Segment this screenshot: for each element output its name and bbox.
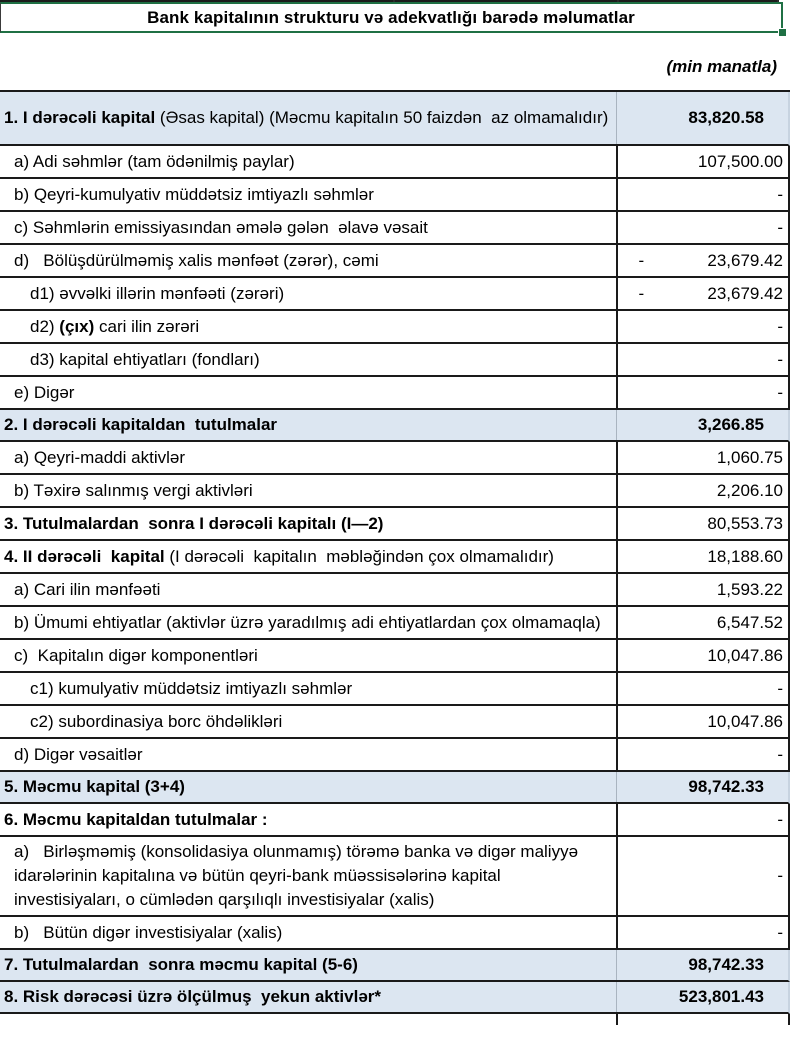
row-label-text: d3) kapital ehtiyatları (fondları) (30, 349, 260, 369)
row-value-cell[interactable] (616, 982, 788, 1012)
empty-dash: - (777, 316, 783, 336)
empty-dash: - (777, 349, 783, 369)
row-label-text: (Əsas kapital) (Məcmu kapitalın 50 faizdən az olmamalıdır) (155, 108, 609, 127)
row-label-cell[interactable] (0, 641, 616, 671)
row-label-text: a) Birləşməmiş (konsolidasiya olunmamış) törəmə banka və digər maliyyə idarələrinin kapitalına və bütün qeyri-bank müəssisələrinə kapital investisiyaları, o cümlədən qarşılıqlı investisiyalar (xalis) (14, 842, 583, 909)
row-value-cell[interactable] (616, 837, 788, 915)
row-label-text: c) Kapitalın digər komponentləri (14, 645, 258, 665)
row-label-cell[interactable] (0, 707, 616, 737)
row-label-cell[interactable] (0, 805, 616, 835)
row-label-text: 5. Məcmu kapital (3+4) (4, 777, 185, 796)
row-value-cell[interactable] (616, 442, 788, 473)
table-row (0, 607, 790, 640)
row-label-text: d1) əvvəlki illərin mənfəəti (zərəri) (30, 283, 285, 303)
row-label-cell[interactable] (0, 575, 616, 605)
row-label-cell[interactable] (0, 147, 616, 177)
report-title: Bank kapitalının strukturu və adekvatlığı barədə məlumatlar (147, 7, 635, 27)
row-label-cell[interactable] (0, 982, 616, 1012)
amount: 10,047.86 (707, 645, 783, 665)
row-label-cell[interactable] (0, 542, 616, 572)
row-label-cell[interactable] (0, 410, 616, 440)
row-label-cell[interactable] (0, 213, 616, 243)
row-label-text: 6. Məcmu kapitaldan tutulmalar : (4, 809, 268, 829)
row-label-cell[interactable] (0, 918, 616, 948)
amount: 18,188.60 (707, 546, 783, 566)
amount: 1,593.22 (716, 579, 783, 599)
row-label-cell[interactable] (0, 837, 616, 915)
row-label-text: d2) (30, 316, 60, 336)
table-row (0, 739, 790, 772)
empty-dash: - (777, 678, 783, 698)
row-label-cell[interactable] (0, 476, 616, 506)
row-value-cell[interactable] (616, 311, 788, 342)
row-label-text: b) Ümumi ehtiyatlar (aktivlər üzrə yaradılmış adi ehtiyatlardan çox olmamaqla) (14, 612, 601, 632)
table-row (0, 673, 790, 706)
row-value-cell[interactable] (616, 410, 788, 440)
row-label-cell[interactable] (0, 378, 616, 408)
table-row (0, 950, 790, 982)
row-value-cell[interactable] (616, 212, 788, 243)
table-row (0, 245, 790, 278)
row-label-text: d) Digər vəsaitlər (14, 744, 143, 764)
table-row (0, 442, 790, 475)
row-value-cell[interactable] (616, 1014, 788, 1025)
amount: 2,206.10 (716, 480, 783, 500)
table-row (0, 92, 790, 146)
row-label-cell[interactable] (0, 740, 616, 770)
row-label-text: c) Səhmlərin emissiyasından əmələ gələn əlavə vəsait (14, 217, 428, 237)
table-row (0, 179, 790, 212)
amount: 1,060.75 (716, 447, 783, 467)
row-value-cell[interactable] (616, 640, 788, 671)
row-label-cell[interactable] (0, 772, 616, 802)
row-label-text: 4. II dərəcəli kapital (4, 546, 170, 566)
table-row (0, 377, 790, 410)
row-label-text: e) Digər (14, 382, 75, 402)
row-label-text: a) Adi səhmlər (tam ödənilmiş paylar) (14, 151, 295, 171)
amount: 6,547.52 (716, 612, 783, 632)
amount: 23,679.42 (707, 283, 783, 303)
row-label-text: d) Bölüşdürülməmiş xalis mənfəət (zərər), cəmi (14, 250, 379, 270)
row-label-cell[interactable] (0, 312, 616, 342)
row-label-text: c2) subordinasiya borc öhdəlikləri (30, 711, 283, 731)
amount: 10,047.86 (707, 711, 783, 731)
table-row (0, 146, 790, 179)
row-value-cell[interactable] (616, 245, 788, 276)
row-label-text: 2. I dərəcəli kapitaldan tutulmalar (4, 415, 278, 434)
row-value-cell[interactable] (616, 146, 788, 177)
empty-dash: - (777, 866, 783, 885)
row-label-text: cari ilin zərəri (94, 316, 200, 336)
unit-note: (min manatla) (666, 57, 777, 76)
table-row (0, 917, 790, 950)
row-label-text: a) Qeyri-maddi aktivlər (14, 447, 185, 467)
table-row (0, 804, 790, 837)
row-label-text: 1. I dərəcəli kapital (4, 108, 156, 127)
amount: 83,820.58 (688, 108, 764, 127)
row-value-cell[interactable] (616, 377, 788, 408)
table-row (0, 640, 790, 673)
table-row (0, 772, 790, 804)
table-row (0, 410, 790, 442)
table-row (0, 982, 790, 1014)
table-row (0, 311, 790, 344)
table-row (0, 344, 790, 377)
table-row (0, 1014, 790, 1025)
row-label-text: b) Təxirə salınmış vergi aktivləri (14, 480, 253, 500)
table-row (0, 475, 790, 508)
amount: 98,742.33 (688, 777, 764, 796)
empty-dash: - (777, 382, 783, 402)
selection-fill-handle[interactable] (778, 28, 787, 37)
row-value-cell[interactable] (616, 179, 788, 210)
amount: 523,801.43 (678, 987, 764, 1006)
table-row (0, 574, 790, 607)
empty-dash: - (777, 184, 783, 204)
empty-dash: - (777, 744, 783, 764)
row-label-cell[interactable] (0, 180, 616, 210)
row-label-text: (çıx) (59, 316, 95, 336)
row-label-cell[interactable] (0, 674, 616, 704)
row-label-cell[interactable] (0, 279, 616, 309)
empty-dash: - (777, 809, 783, 829)
amount: 107,500.00 (697, 151, 783, 171)
row-value-cell[interactable] (616, 772, 788, 802)
row-value-cell[interactable] (616, 475, 788, 506)
row-label-cell[interactable] (0, 950, 616, 980)
amount: 23,679.42 (707, 250, 783, 270)
row-value-cell[interactable] (616, 344, 788, 375)
row-label-cell[interactable] (0, 443, 616, 473)
amount: 98,742.33 (688, 955, 764, 974)
negative-sign: - (638, 283, 645, 303)
table-row (0, 706, 790, 739)
row-label-text: 7. Tutulmalardan sonra məcmu kapital (5-6) (4, 955, 358, 974)
table-row (0, 541, 790, 574)
row-value-cell[interactable] (616, 574, 788, 605)
amount: 3,266.85 (697, 415, 764, 434)
row-label-text: 3. Tutulmalardan sonra I dərəcəli kapitalı (I—2) (4, 513, 384, 533)
row-value-cell[interactable] (616, 541, 788, 572)
amount: 80,553.73 (707, 513, 783, 533)
row-value-cell[interactable] (616, 278, 788, 309)
row-label-text: c1) kumulyativ müddətsiz imtiyazlı səhmlər (30, 678, 353, 698)
row-value-cell[interactable] (616, 508, 788, 539)
row-label-text: 8. Risk dərəcəsi üzrə ölçülmuş yekun aktivlər* (4, 987, 382, 1006)
row-value-cell[interactable] (616, 706, 788, 737)
row-label-text: b) Bütün digər investisiyalar (xalis) (14, 922, 283, 942)
table-row (0, 508, 790, 541)
row-label-cell[interactable] (0, 246, 616, 276)
row-label-text: b) Qeyri-kumulyativ müddətsiz imtiyazlı səhmlər (14, 184, 374, 204)
row-label-cell[interactable] (0, 608, 616, 638)
row-value-cell[interactable] (616, 607, 788, 638)
row-value-cell[interactable] (616, 673, 788, 704)
table-row (0, 278, 790, 311)
row-label-text: (I dərəcəli kapitalın məbləğindən çox olmamalıdır) (169, 546, 554, 566)
row-value-cell[interactable] (616, 917, 788, 948)
row-value-cell[interactable] (616, 804, 788, 835)
row-label-cell[interactable] (0, 345, 616, 375)
row-label-cell[interactable] (0, 509, 616, 539)
table-row (0, 837, 790, 917)
row-value-cell[interactable] (616, 739, 788, 770)
negative-sign: - (638, 250, 645, 270)
row-label-cell[interactable] (0, 1017, 616, 1023)
table-row (0, 212, 790, 245)
capital-table (0, 90, 790, 1025)
report-title-cell[interactable] (0, 2, 783, 33)
row-label-text: a) Cari ilin mənfəəti (14, 579, 161, 599)
row-value-cell[interactable] (616, 950, 788, 980)
row-label-cell[interactable] (0, 103, 616, 133)
row-value-cell[interactable] (616, 92, 788, 144)
empty-dash: - (777, 922, 783, 942)
empty-dash: - (777, 217, 783, 237)
